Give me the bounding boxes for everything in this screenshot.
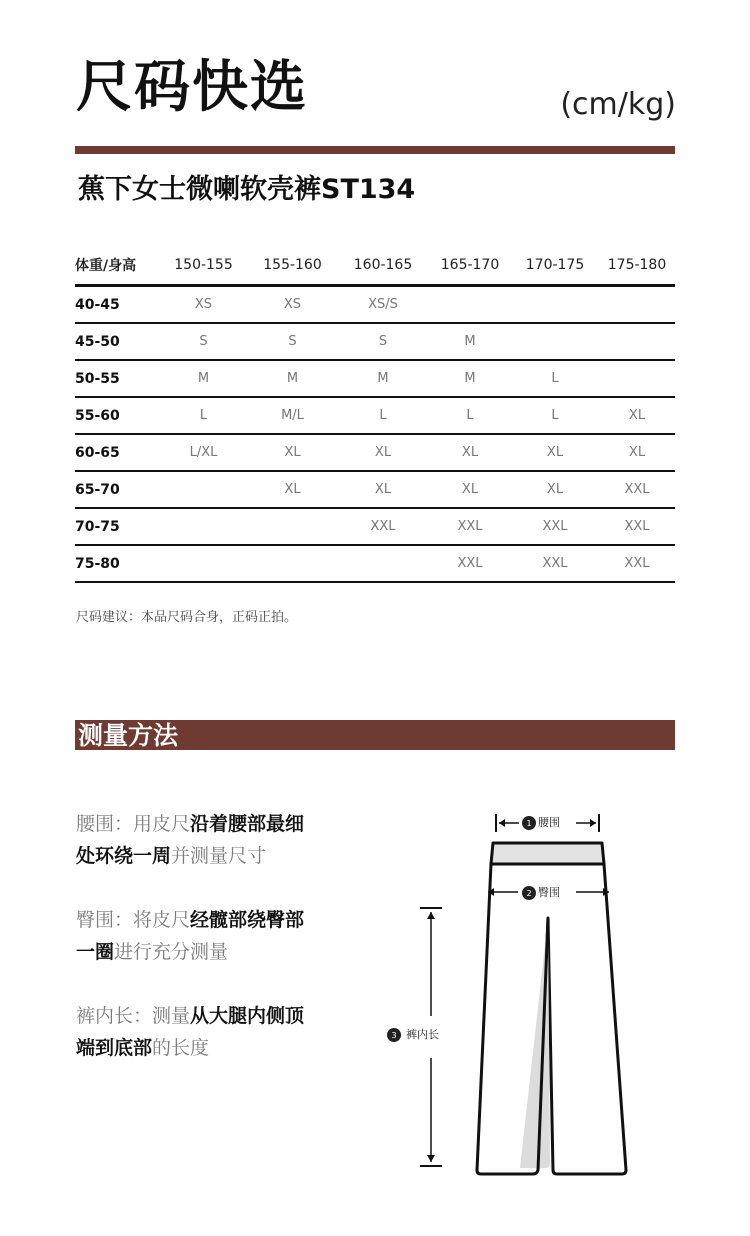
size-cell: XL: [511, 434, 599, 471]
table-row: [75, 323, 675, 360]
height-header: 165-170: [429, 246, 511, 286]
size-cell: [159, 545, 248, 582]
size-cell: [511, 323, 599, 360]
table-row: [75, 471, 675, 508]
product-name: 蕉下女士微喇软壳裤ST134: [78, 174, 416, 205]
table-row: [75, 545, 675, 582]
waist-desc-part: 沿着腰部最细: [190, 813, 305, 835]
size-cell: S: [337, 323, 429, 360]
size-cell: XL: [599, 434, 675, 471]
weight-cell: 55-60: [75, 397, 159, 434]
pants-measure-diagram: [380, 800, 640, 1180]
hip-desc-part: 一圈: [76, 941, 115, 963]
hip-desc-part: 经髋部绕臀部: [190, 909, 305, 931]
height-header: 160-165: [337, 246, 429, 286]
weight-cell: 50-55: [75, 360, 159, 397]
hip-desc-part: 臀围：将皮尺: [76, 909, 191, 931]
weight-cell: 65-70: [75, 471, 159, 508]
size-cell: XS: [248, 286, 337, 324]
height-header: 175-180: [599, 246, 675, 286]
size-table: [75, 246, 675, 583]
page-title: 尺码快选: [76, 55, 308, 120]
height-header: 170-175: [511, 246, 599, 286]
table-row: [75, 397, 675, 434]
weight-cell: 75-80: [75, 545, 159, 582]
size-cell: XXL: [511, 545, 599, 582]
size-cell: M: [248, 360, 337, 397]
table-row: [75, 508, 675, 545]
height-header: 150-155: [159, 246, 248, 286]
size-cell: XS: [159, 286, 248, 324]
weight-cell: 70-75: [75, 508, 159, 545]
size-cell: XXL: [429, 545, 511, 582]
height-header: 155-160: [248, 246, 337, 286]
size-cell: XXL: [429, 508, 511, 545]
size-cell: L: [511, 397, 599, 434]
size-cell: [599, 286, 675, 324]
inseam-measure-marker: [387, 908, 442, 1166]
size-cell: [248, 508, 337, 545]
waist-desc-part: 处环绕一周: [76, 845, 172, 867]
size-cell: S: [248, 323, 337, 360]
size-cell: M: [429, 360, 511, 397]
size-cell: XXL: [511, 508, 599, 545]
table-header-row: [75, 246, 675, 286]
size-cell: L: [511, 360, 599, 397]
inseam-description: [76, 1000, 336, 1064]
inseam-desc-part: 从大腿内侧顶: [190, 1005, 305, 1027]
size-cell: XL: [248, 434, 337, 471]
waist-desc-part: 腰围：用皮尺: [76, 813, 191, 835]
size-cell: M: [337, 360, 429, 397]
header-divider: [75, 146, 675, 154]
size-cell: XXL: [599, 471, 675, 508]
size-cell: XXL: [599, 545, 675, 582]
waist-number: 1: [526, 819, 532, 828]
size-cell: S: [159, 323, 248, 360]
waist-description: [76, 808, 336, 872]
table-row: [75, 360, 675, 397]
size-cell: [599, 360, 675, 397]
size-cell: L/XL: [159, 434, 248, 471]
size-cell: M: [159, 360, 248, 397]
size-cell: XS/S: [337, 286, 429, 324]
size-cell: XXL: [599, 508, 675, 545]
hip-description: [76, 904, 336, 968]
waist-desc-part: 并测量尺寸: [171, 845, 267, 867]
size-cell: [159, 508, 248, 545]
weight-cell: 40-45: [75, 286, 159, 324]
inseam-number: 3: [391, 1031, 397, 1040]
size-cell: L: [159, 397, 248, 434]
size-cell: [159, 471, 248, 508]
size-cell: XXL: [337, 508, 429, 545]
table-row: [75, 286, 675, 324]
weight-cell: 60-65: [75, 434, 159, 471]
measure-section-title: 测量方法: [78, 721, 179, 750]
size-cell: XL: [429, 471, 511, 508]
hip-label: 臀围: [538, 886, 560, 899]
size-cell: L: [429, 397, 511, 434]
table-row: [75, 434, 675, 471]
size-cell: XL: [599, 397, 675, 434]
size-cell: [511, 286, 599, 324]
size-cell: [429, 286, 511, 324]
unit-label: (cm/kg): [560, 87, 676, 122]
size-cell: XL: [511, 471, 599, 508]
size-cell: XL: [248, 471, 337, 508]
inseam-desc-part: 裤内长：测量: [76, 1005, 191, 1027]
waist-label: 腰围: [538, 816, 560, 829]
weight-cell: 45-50: [75, 323, 159, 360]
size-cell: XL: [337, 434, 429, 471]
size-cell: [248, 545, 337, 582]
hip-desc-part: 进行充分测量: [114, 941, 229, 963]
size-cell: L: [337, 397, 429, 434]
size-cell: [337, 545, 429, 582]
size-cell: M: [429, 323, 511, 360]
size-cell: XL: [429, 434, 511, 471]
size-cell: XL: [337, 471, 429, 508]
size-cell: M/L: [248, 397, 337, 434]
size-cell: [599, 323, 675, 360]
hip-number: 2: [526, 889, 532, 898]
inseam-desc-part: 端到底部: [76, 1037, 153, 1059]
inseam-desc-part: 的长度: [152, 1037, 210, 1059]
table-corner-header: 体重/身高: [75, 246, 159, 286]
inseam-label: 裤内长: [406, 1028, 439, 1041]
waist-measure-marker: [496, 814, 599, 832]
size-advice-note: 尺码建议：本品尺码合身，正码正拍。: [76, 610, 298, 625]
